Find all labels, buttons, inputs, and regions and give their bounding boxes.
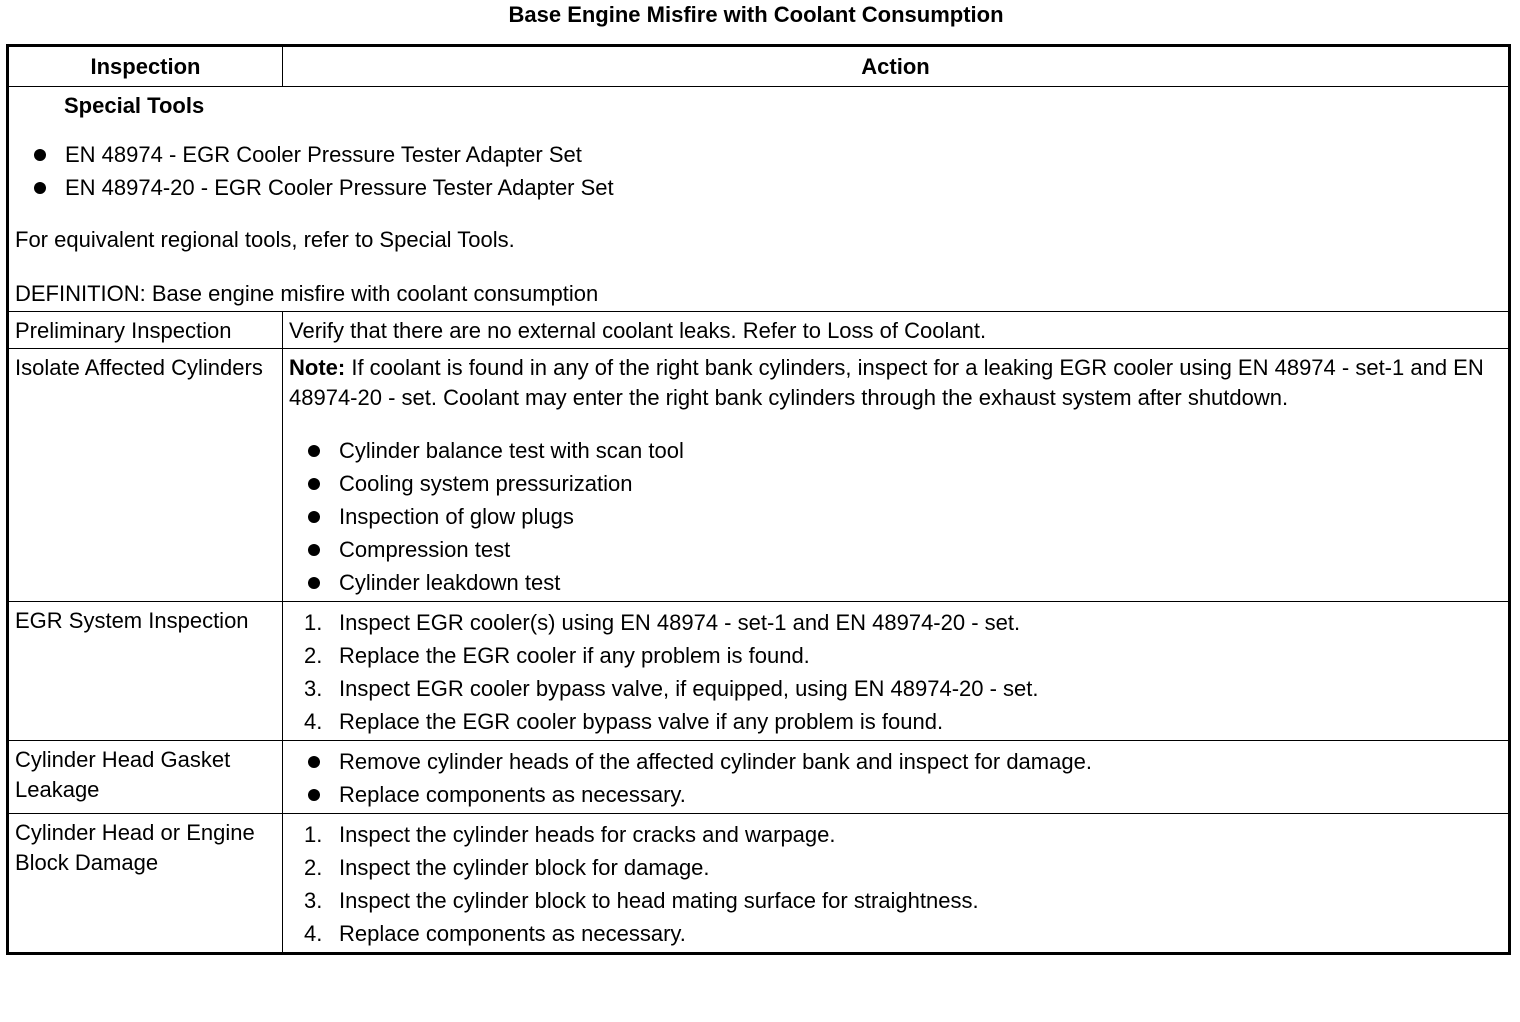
step-text: Replace components as necessary. <box>339 921 686 946</box>
page-title: Base Engine Misfire with Coolant Consumption <box>508 2 1004 27</box>
step-number: 4. <box>304 921 323 946</box>
step-number: 2. <box>304 643 323 668</box>
step-text: Replace the EGR cooler bypass valve if any problem is found. <box>339 709 944 734</box>
step-text: Replace the EGR cooler if any problem is found. <box>339 643 810 668</box>
list-item <box>289 606 1502 639</box>
table-row <box>8 349 1510 602</box>
list-item <box>289 705 1502 738</box>
steps-list <box>289 606 1502 738</box>
check-list <box>289 745 1502 811</box>
header-action: Action <box>283 46 1510 87</box>
step-text: Inspect the cylinder block to head mating surface for straightness. <box>339 888 979 913</box>
special-tools-heading: Special Tools <box>64 93 205 118</box>
list-item: Compression test <box>289 533 1502 566</box>
action-cell <box>283 602 1510 741</box>
list-item: EN 48974-20 - EGR Cooler Pressure Tester Adapter Set <box>15 171 1502 204</box>
action-cell <box>283 741 1510 814</box>
inspection-cell: Preliminary Inspection <box>8 312 283 349</box>
action-cell <box>283 349 1510 602</box>
diagnostic-table <box>6 44 1511 955</box>
table-row <box>8 602 1510 741</box>
step-text: Inspect EGR cooler(s) using EN 48974 - set-1 and EN 48974-20 - set. <box>339 610 1021 635</box>
list-item: Cooling system pressurization <box>289 467 1502 500</box>
list-item <box>289 917 1502 950</box>
intro-row <box>8 87 1510 312</box>
special-tools-list <box>15 138 1502 204</box>
step-number: 3. <box>304 888 323 913</box>
action-cell <box>283 312 1510 349</box>
step-number: 2. <box>304 855 323 880</box>
step-number: 3. <box>304 676 323 701</box>
intro-cell <box>8 87 1510 312</box>
inspection-cell: EGR System Inspection <box>8 602 283 741</box>
list-item <box>289 851 1502 884</box>
step-number: 1. <box>304 610 323 635</box>
note-paragraph <box>289 353 1502 413</box>
step-text: Inspect EGR cooler bypass valve, if equipped, using EN 48974-20 - set. <box>339 676 1039 701</box>
action-cell <box>283 814 1510 954</box>
list-item <box>289 639 1502 672</box>
inspection-cell: Cylinder Head or Engine Block Damage <box>8 814 283 954</box>
table-row <box>8 312 1510 349</box>
step-text: Inspect the cylinder block for damage. <box>339 855 710 880</box>
list-item: EN 48974 - EGR Cooler Pressure Tester Adapter Set <box>15 138 1502 171</box>
list-item: Replace components as necessary. <box>289 778 1502 811</box>
step-number: 1. <box>304 822 323 847</box>
header-inspection: Inspection <box>8 46 283 87</box>
list-item: Remove cylinder heads of the affected cylinder bank and inspect for damage. <box>289 745 1502 778</box>
definition-text: DEFINITION: Base engine misfire with coolant consumption <box>15 281 599 306</box>
inspection-cell: Cylinder Head Gasket Leakage <box>8 741 283 814</box>
action-text: Verify that there are no external coolant leaks. Refer to Loss of Coolant. <box>289 318 987 343</box>
list-item <box>289 818 1502 851</box>
inspection-cell: Isolate Affected Cylinders <box>8 349 283 602</box>
note-text: If coolant is found in any of the right bank cylinders, inspect for a leaking EGR cooler using EN 48974 - set-1 and EN 48974-20 - set. Coolant may enter the right bank cylinders through the exhaust system after shutdown. <box>289 355 1484 410</box>
table-header-row <box>8 46 1510 87</box>
steps-list <box>289 818 1502 950</box>
list-item <box>289 884 1502 917</box>
step-number: 4. <box>304 709 323 734</box>
list-item: Cylinder balance test with scan tool <box>289 434 1502 467</box>
list-item: Inspection of glow plugs <box>289 500 1502 533</box>
check-list <box>289 434 1502 599</box>
step-text: Inspect the cylinder heads for cracks and warpage. <box>339 822 836 847</box>
list-item: Cylinder leakdown test <box>289 566 1502 599</box>
table-row <box>8 814 1510 954</box>
list-item <box>289 672 1502 705</box>
note-label: Note: <box>289 355 346 380</box>
table-row <box>8 741 1510 814</box>
regional-tools-note: For equivalent regional tools, refer to Special Tools. <box>15 227 515 252</box>
